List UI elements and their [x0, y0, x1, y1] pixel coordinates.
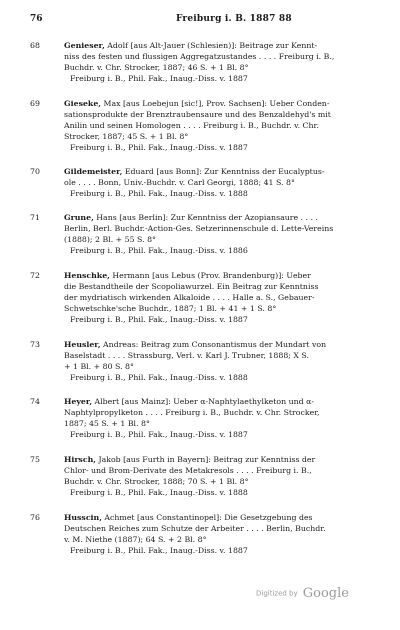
- entry-number: 74: [30, 397, 40, 406]
- entry-line: Anilin und seinen Homologen . . . . Freiburg i. B., Buchdr. v. Chr.: [64, 121, 319, 130]
- entry-author: Gildemeister,: [64, 167, 123, 176]
- entry-dissertation-note: Freiburg i. B., Phil. Fak., Inaug.-Diss. v. 1887: [70, 430, 248, 439]
- entry-line: ole . . . . Bonn, Univ.-Buchdr. v. Carl Georgi, 1888; 41 S. 8°: [64, 178, 295, 187]
- entry-body: [64, 212, 382, 256]
- entry-body: [64, 40, 382, 84]
- entry-line: Buchdr. v. Chr. Strocker, 1888; 70 S. + 1 Bl. 8°: [64, 477, 249, 486]
- entry-line: Chlor- und Brom-Derivate des Metakresols . . . . Freiburg i. B.,: [64, 466, 312, 475]
- entry-line: Buchdr. v. Chr. Strocker, 1887; 46 S. + 1 Bl. 8°: [64, 63, 249, 72]
- entry-dissertation-note: Freiburg i. B., Phil. Fak., Inaug.-Diss. v. 1887: [70, 143, 248, 152]
- entry-number: 70: [30, 167, 40, 176]
- watermark-prefix: Digitized by: [256, 589, 298, 598]
- entry-title: Jakob [aus Furth in Bayern]: Beitrag zur Kenntniss der: [95, 455, 316, 464]
- entry-number: 72: [30, 271, 40, 280]
- entry-line: 1887; 45 S. + 1 Bl. 8°: [64, 419, 150, 428]
- entry-title: Albert [aus Mainz]: Ueber α-Naphtylaethylketon und α-: [92, 397, 315, 406]
- digitization-watermark: [256, 583, 366, 599]
- entry-body: [64, 98, 382, 153]
- entry-body: [64, 166, 382, 199]
- page-header: [30, 14, 370, 28]
- entry-dissertation-note: Freiburg i. B., Phil. Fak., Inaug.-Diss. v. 1887: [70, 315, 248, 324]
- entry-dissertation-note: Freiburg i. B., Phil. Fak., Inaug.-Diss. v. 1887: [70, 74, 248, 83]
- entry-title: Adolf [aus Alt-Jauer (Schlesien)]: Beitrage zur Kennt-: [104, 41, 318, 50]
- entry-line: + 1 Bl. + 80 S. 8°: [64, 362, 134, 371]
- entry-line: Deutschen Reiches zum Schutze der Arbeiter . . . . Berlin, Buchdr.: [64, 524, 326, 533]
- entry-number: 76: [30, 513, 40, 522]
- entry-body: [64, 454, 382, 498]
- entry-line: v. M. Niethe (1887); 64 S. + 2 Bl. 8°: [64, 535, 207, 544]
- entry-title: Hermann [aus Lebus (Prov. Brandenburg)]: Ueber: [109, 271, 311, 280]
- entry-line: Baselstadt . . . . Strassburg, Verl. v. Karl J. Trubner, 1888; X S.: [64, 351, 309, 360]
- entry-body: [64, 339, 382, 383]
- entry-dissertation-note: Freiburg i. B., Phil. Fak., Inaug.-Diss. v. 1888: [70, 488, 248, 497]
- entry-dissertation-note: Freiburg i. B., Phil. Fak., Inaug.-Diss. v. 1887: [70, 546, 248, 555]
- entry-body: [64, 512, 382, 556]
- entry-line: (1888); 2 Bl. + 55 S. 8°: [64, 235, 156, 244]
- entry-line: sationsprodukte der Brenztraubensaure und des Benzaldehyd's mit: [64, 110, 331, 119]
- entry-number: 69: [30, 99, 40, 108]
- entry-line: Strocker, 1887; 45 S. + 1 Bl. 8°: [64, 132, 189, 141]
- page-number: 76: [30, 14, 43, 24]
- entry-number: 75: [30, 455, 40, 464]
- entry-body: [64, 270, 382, 325]
- entry-author: Husscin,: [64, 513, 102, 522]
- entry-author: Henschke,: [64, 271, 110, 280]
- entry-title: Eduard [aus Bonn]: Zur Kenntniss der Eucalyptus-: [122, 167, 325, 176]
- entry-body: [64, 396, 382, 440]
- entry-line: niss des festen und flussigen Aggregatzustandes . . . . Freiburg i. B.,: [64, 52, 335, 61]
- entry-dissertation-note: Freiburg i. B., Phil. Fak., Inaug.-Diss. v. 1888: [70, 189, 248, 198]
- running-title: Freiburg i. B. 1887 88: [176, 14, 292, 24]
- entry-author: Gieseke,: [64, 99, 102, 108]
- entry-number: 73: [30, 340, 40, 349]
- entry-number: 71: [30, 213, 40, 222]
- entry-title: Max [aus Loebejun [sic!], Prov. Sachsen]: Ueber Conden-: [101, 99, 330, 108]
- entry-line: die Bestandtheile der Scopoliawurzel. Ein Beitrag zur Kenntniss: [64, 282, 319, 291]
- entry-author: Genieser,: [64, 41, 105, 50]
- entry-line: der mydriatisch wirkenden Alkaloide . . . . Halle a. S., Gebauer-: [64, 293, 315, 302]
- entry-line: Naphtylpropylketon . . . . Freiburg i. B., Buchdr. v. Chr. Strocker,: [64, 408, 320, 417]
- entry-dissertation-note: Freiburg i. B., Phil. Fak., Inaug.-Diss. v. 1886: [70, 246, 248, 255]
- entry-title: Achmet [aus Constantinopel]: Die Gesetzgebung des: [101, 513, 313, 522]
- entry-number: 68: [30, 41, 40, 50]
- entry-author: Hirsch,: [64, 455, 96, 464]
- entry-line: Schwetschke'sche Buchdr., 1887; 1 Bl. + 41 + 1 S. 8°: [64, 304, 277, 313]
- entry-title: Andreas: Beitrag zum Consonantismus der Mundart von: [100, 340, 327, 349]
- entry-line: Berlin, Berl. Buchdr.-Action-Ges. Setzerinnenschule d. Lette-Vereins: [64, 224, 334, 233]
- entry-author: Heyer,: [64, 397, 93, 406]
- watermark-brand: Google: [302, 586, 349, 601]
- entry-dissertation-note: Freiburg i. B., Phil. Fak., Inaug.-Diss. v. 1888: [70, 373, 248, 382]
- entry-author: Heusler,: [64, 340, 101, 349]
- entry-title: Hans [aus Berlin]: Zur Kenntniss der Azopiansaure . . . .: [93, 213, 318, 222]
- entry-author: Grune,: [64, 213, 94, 222]
